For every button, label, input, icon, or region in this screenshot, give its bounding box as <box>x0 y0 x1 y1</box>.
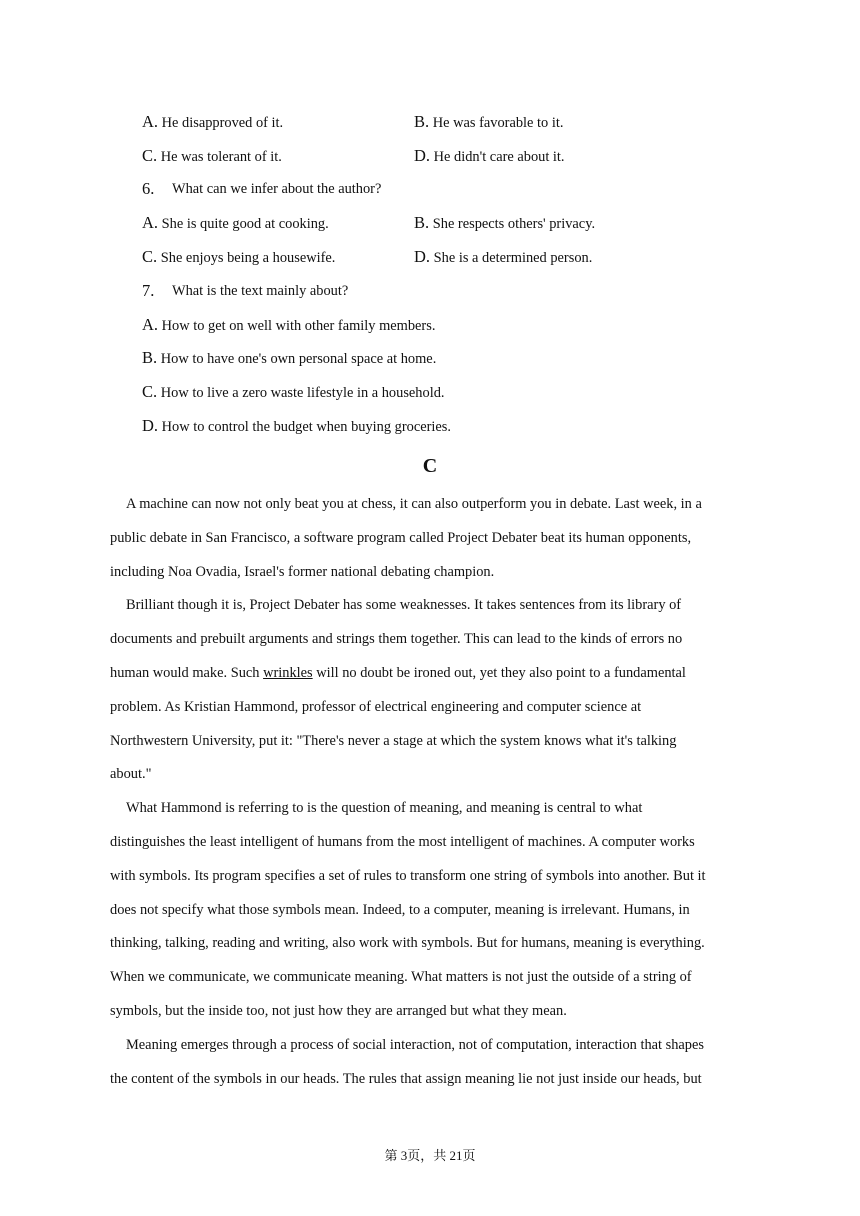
text-line: Brilliant though it is, Project Debater has some weaknesses. It takes sentences from its library of <box>126 597 682 614</box>
q6-options-row-2 <box>0 245 860 269</box>
q7-option-a[interactable]: A. How to get on well with other family members. <box>142 315 436 334</box>
question-6 <box>0 177 860 201</box>
text-line: the content of the symbols in our heads. The rules that assign meaning lie not just inside our heads, but <box>110 1070 702 1087</box>
text-line: distinguishes the least intelligent of humans from the most intelligent of machines. A computer works <box>110 833 695 850</box>
q6-option-b[interactable]: B. She respects others' privacy. <box>414 213 596 232</box>
text-line: with symbols. Its program specifies a set of rules to transform one string of symbols into another. But it <box>110 867 706 884</box>
q7-option-c-row <box>0 380 860 404</box>
text-line: does not specify what those symbols mean. Indeed, to a computer, meaning is irrelevant. Humans, in <box>110 901 690 918</box>
paragraph-4 <box>110 1029 750 1097</box>
text-line: documents and prebuilt arguments and strings them together. This can lead to the kinds of errors no <box>110 631 683 648</box>
q5-option-a[interactable]: A. He disapproved of it. <box>142 112 284 131</box>
question-6-text: What can we infer about the author? <box>172 181 382 197</box>
text-line: Meaning emerges through a process of social interaction, not of computation, interaction that shapes <box>126 1036 704 1053</box>
text-line: including Noa Ovadia, Israel's former national debating champion. <box>110 563 495 580</box>
underlined-word: wrinkles <box>263 664 313 681</box>
text-line: When we communicate, we communicate meaning. What matters is not just the outside of a string of <box>110 969 692 986</box>
text-line: What Hammond is referring to is the question of meaning, and meaning is central to what <box>126 800 643 817</box>
q6-options-row-1 <box>0 211 860 235</box>
q6-option-a[interactable]: A. She is quite good at cooking. <box>142 213 329 232</box>
text-line: human would make. Such wrinkles will no doubt be ironed out, yet they also point to a fundamental <box>110 664 686 681</box>
question-7-number: 7. <box>142 281 155 300</box>
q7-option-d-row <box>0 414 860 438</box>
question-7-text: What is the text mainly about? <box>172 283 349 299</box>
text-line: public debate in San Francisco, a software program called Project Debater beat its human opponents, <box>110 529 692 546</box>
passage-c <box>110 488 750 1096</box>
question-6-number: 6. <box>142 179 155 198</box>
q7-option-b[interactable]: B. How to have one's own personal space at home. <box>142 348 437 367</box>
paragraph-3 <box>110 792 750 1029</box>
text-line: Northwestern University, put it: "There's never a stage at which the system knows what it's talking <box>110 732 677 749</box>
q7-option-a-row <box>0 313 860 337</box>
page-number-footer: 第 3页，共 21页 <box>384 1148 476 1163</box>
q7-option-c[interactable]: C. How to live a zero waste lifestyle in a household. <box>142 382 445 401</box>
q6-option-c[interactable]: C. She enjoys being a housewife. <box>142 247 336 266</box>
text-line: problem. As Kristian Hammond, professor of electrical engineering and computer science at <box>110 698 642 715</box>
text-line: thinking, talking, reading and writing, also work with symbols. But for humans, meaning is everything. <box>110 935 705 952</box>
text-line: A machine can now not only beat you at chess, it can also outperform you in debate. Last week, in a <box>126 496 702 512</box>
q5-option-c[interactable]: C. He was tolerant of it. <box>142 146 282 165</box>
q7-option-b-row <box>0 346 860 370</box>
text-line: about." <box>110 766 152 783</box>
q5-options-row-1 <box>0 110 860 134</box>
q7-option-d[interactable]: D. How to control the budget when buying groceries. <box>142 416 452 435</box>
paragraph-1 <box>110 488 750 589</box>
q5-option-b[interactable]: B. He was favorable to it. <box>414 112 564 131</box>
paragraph-2 <box>110 589 750 792</box>
section-heading: C <box>422 455 438 477</box>
q6-option-d[interactable]: D. She is a determined person. <box>414 247 593 266</box>
q5-options-row-2 <box>0 144 860 168</box>
question-7 <box>0 279 860 303</box>
text-line: symbols, but the inside too, not just how they are arranged but what they mean. <box>110 1002 567 1019</box>
q5-option-d[interactable]: D. He didn't care about it. <box>414 146 565 165</box>
